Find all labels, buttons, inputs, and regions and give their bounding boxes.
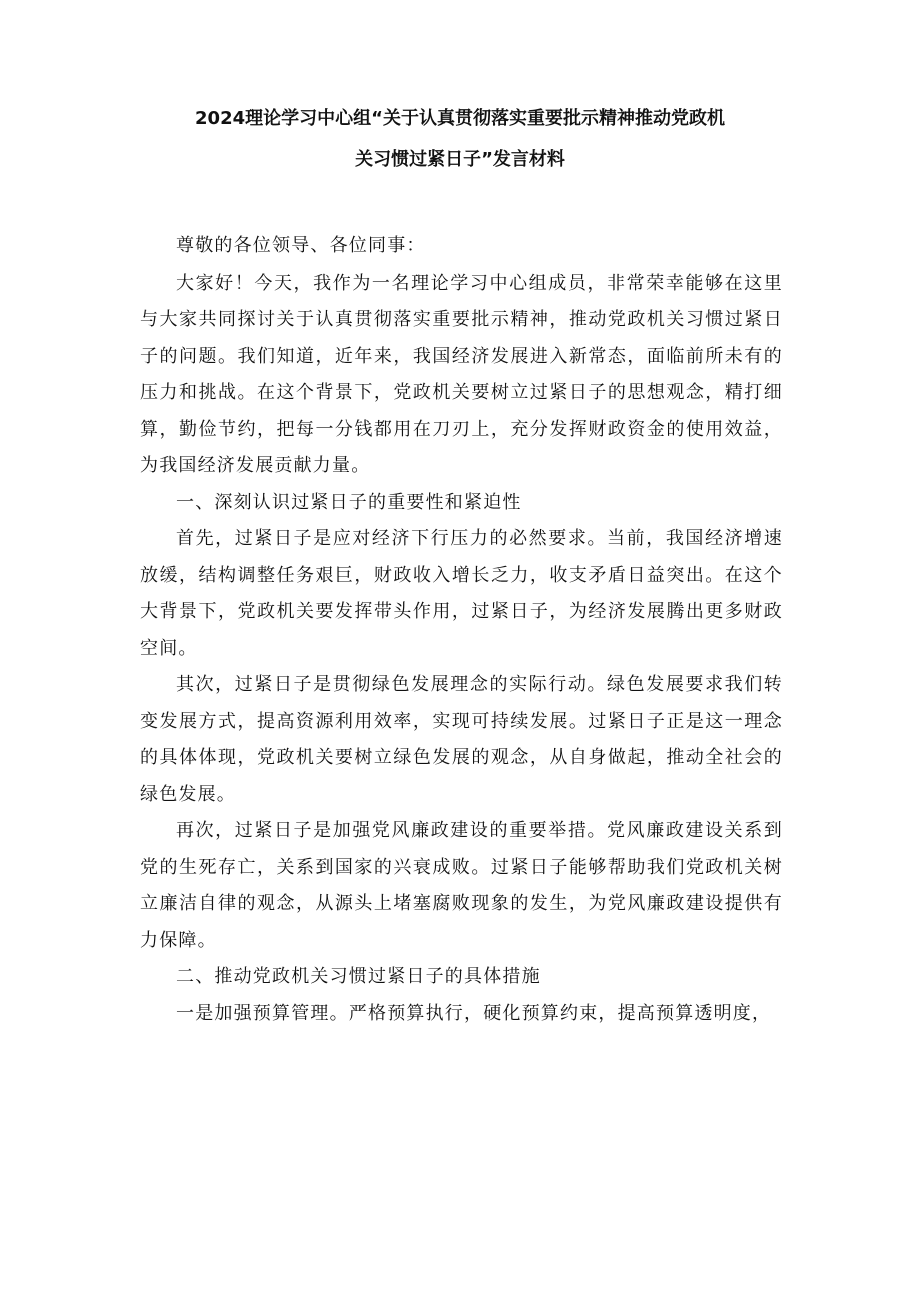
document-title-line-2: 关习惯过紧日子”发言材料 bbox=[355, 149, 565, 170]
document-title-line-1: 2024理论学习中心组“关于认真贯彻落实重要批示精神推动党政机 bbox=[195, 108, 725, 129]
section-heading-2: 二、推动党政机关习惯过紧日子的具体措施 bbox=[176, 966, 541, 987]
paragraph-second: 其次，过紧日子是贯彻绿色发展理念的实际行动。绿色发展要求我们转变发展方式，提高资源利用效率，实现可持续发展。过紧日子正是这一理念的具体体现，党政机关要树立绿色发展的观念，从自身做起，推动全社会的绿色发展。 bbox=[140, 674, 783, 805]
document-body bbox=[140, 228, 783, 1032]
section-heading-1: 一、深刻认识过紧日子的重要性和紧迫性 bbox=[176, 491, 522, 513]
paragraph-first: 首先，过紧日子是应对经济下行压力的必然要求。当前，我国经济增速放缓，结构调整任务艰巨，财政收入增长乏力，收支矛盾日益突出。在这个大背景下，党政机关要发挥带头作用，过紧日子，为经济发展腾出更多财政空间。 bbox=[140, 528, 783, 659]
salutation: 尊敬的各位领导、各位同事： bbox=[176, 235, 426, 256]
paragraph-intro: 大家好！今天，我作为一名理论学习中心组成员，非常荣幸能够在这里与大家共同探讨关于认真贯彻落实重要批示精神，推动党政机关习惯过紧日子的问题。我们知道，近年来，我国经济发展进入新常态，面临前所未有的压力和挑战。在这个背景下，党政机关要树立过紧日子的思想观念，精打细算，勤俭节约，把每一分钱都用在刀刃上，充分发挥财政资金的使用效益，为我国经济发展贡献力量。 bbox=[140, 272, 783, 476]
paragraph-measure-1: 一是加强预算管理。严格预算执行，硬化预算约束，提高预算透明度， bbox=[176, 1002, 772, 1024]
paragraph-third: 再次，过紧日子是加强党风廉政建设的重要举措。党风廉政建设关系到党的生死存亡，关系到国家的兴衰成败。过紧日子能够帮助我们党政机关树立廉洁自律的观念，从源头上堵塞腐败现象的发生，为党风廉政建设提供有力保障。 bbox=[140, 820, 783, 951]
